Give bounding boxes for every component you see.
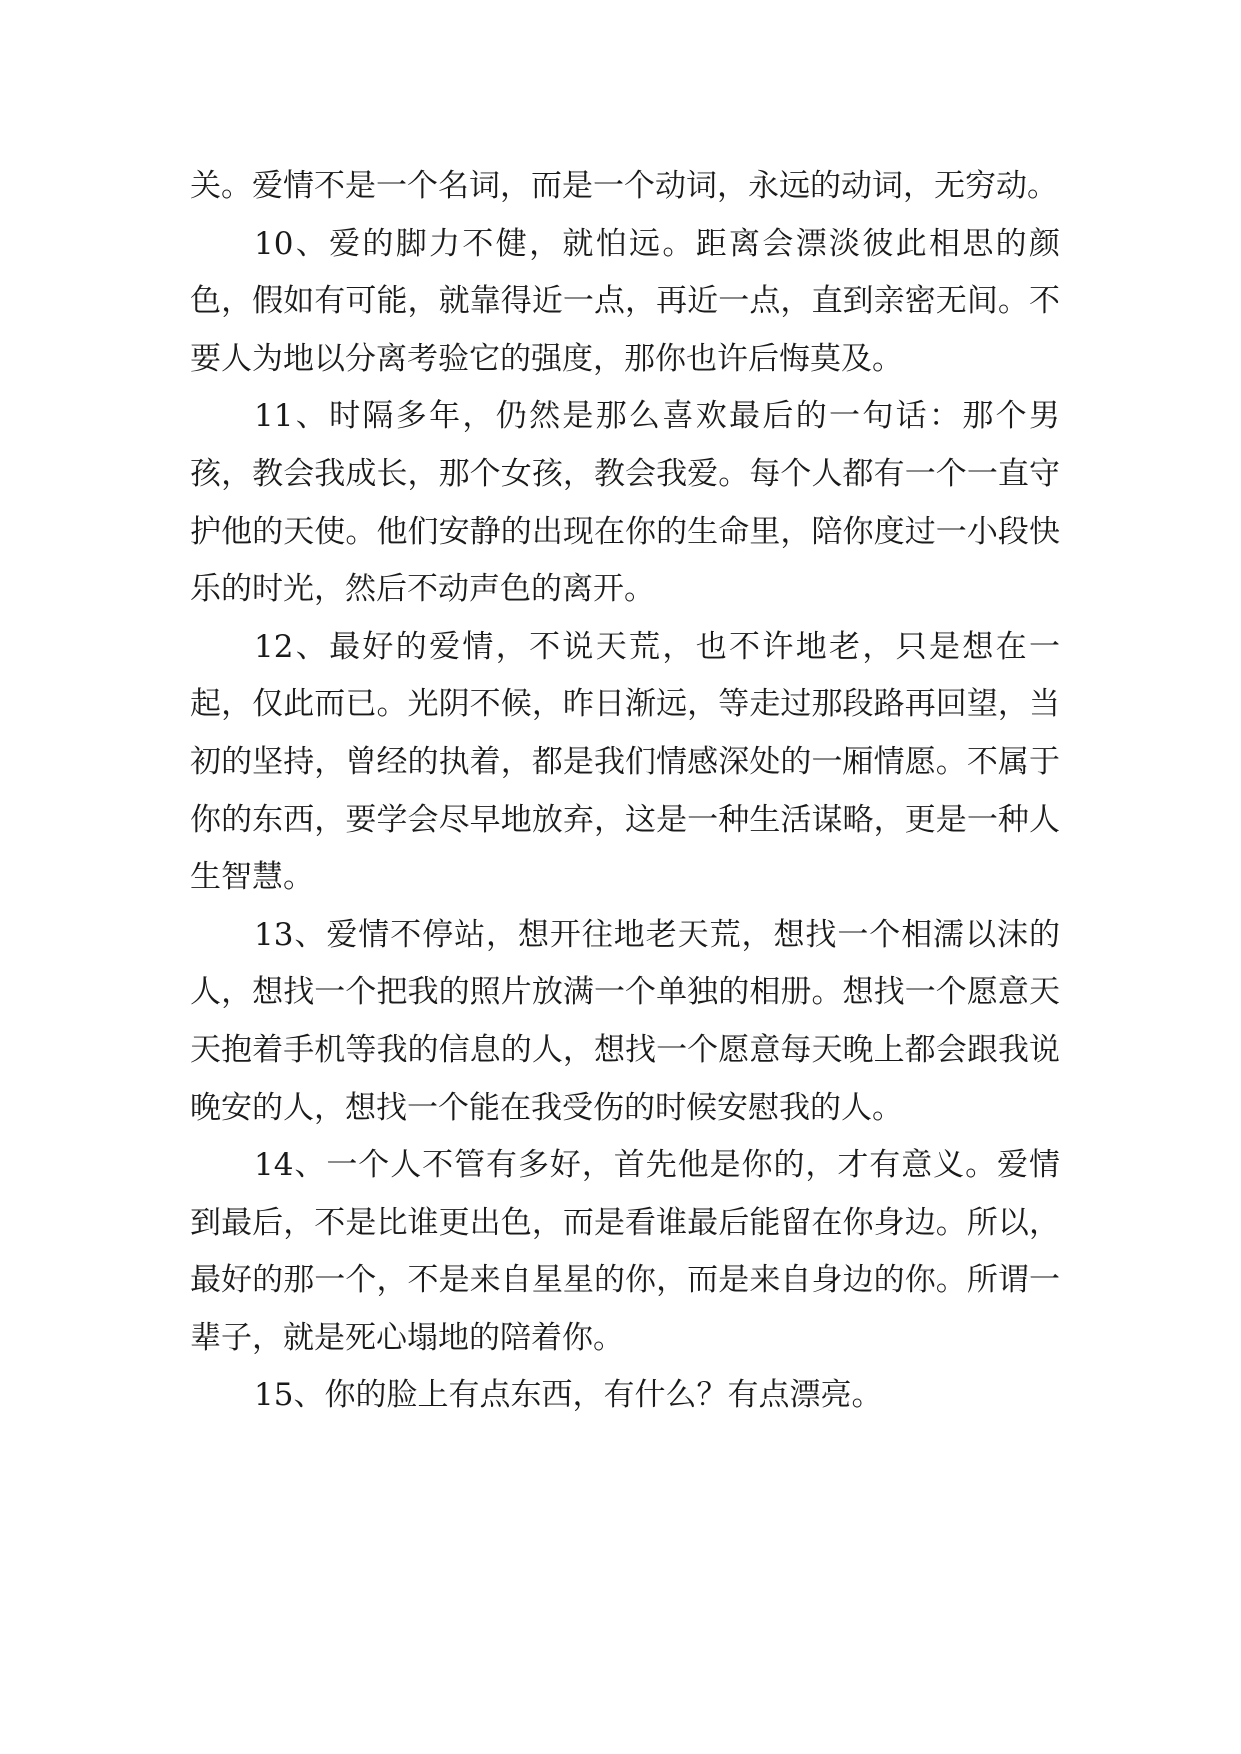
paragraph-item-15: 15、你的脸上有点东西，有什么？有点漂亮。 <box>254 1377 883 1414</box>
document-body <box>190 158 1060 1425</box>
paragraph-item-13: 13、爱情不停站，想开往地老天荒，想找一个相濡以沫的人，想找一个把我的照片放满一个单独的相册。想找一个愿意天天抱着手机等我的信息的人，想找一个愿意每天晚上都会跟我说晚安的人，想找一个能在我受伤的时候安慰我的人。 <box>190 916 1060 1126</box>
paragraph-item-11: 11、时隔多年，仍然是那么喜欢最后的一句话：那个男孩，教会我成长，那个女孩，教会我爱。每个人都有一个一直守护他的天使。他们安静的出现在你的生命里，陪你度过一小段快乐的时光，然后不动声色的离开。 <box>190 398 1060 608</box>
paragraph-item-14: 14、一个人不管有多好，首先他是你的，才有意义。爱情到最后，不是比谁更出色，而是看谁最后能留在你身边。所以，最好的那一个，不是来自星星的你，而是来自身边的你。所谓一辈子，就是死心塌地的陪着你。 <box>190 1147 1060 1356</box>
paragraph-continuation: 关。爱情不是一个名词，而是一个动词，永远的动词，无穷动。 <box>190 168 1058 204</box>
paragraph-item-10: 10、爱的脚力不健，就怕远。距离会漂淡彼此相思的颜色，假如有可能，就靠得近一点，再近一点，直到亲密无间。不要人为地以分离考验它的强度，那你也许后悔莫及。 <box>190 225 1060 377</box>
paragraph-item-12: 12、最好的爱情，不说天荒，也不许地老，只是想在一起，仅此而已。光阴不候，昨日渐远，等走过那段路再回望，当初的坚持，曾经的执着，都是我们情感深处的一厢情愿。不属于你的东西，要学会尽早地放弃，这是一种生活谋略，更是一种人生智慧。 <box>190 628 1060 896</box>
